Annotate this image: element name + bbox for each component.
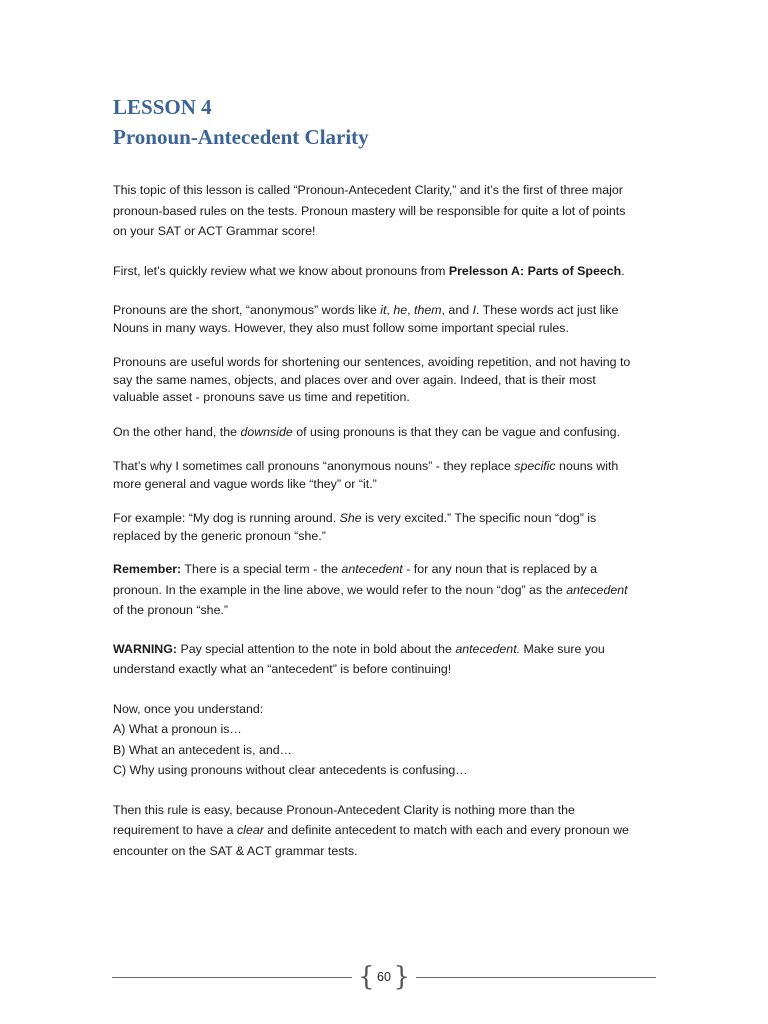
text-run: , bbox=[407, 303, 414, 317]
right-brace-icon: } bbox=[393, 962, 410, 992]
anonymous-words-paragraph bbox=[113, 302, 658, 337]
text-run: Pronouns are useful words for shortening our sentences, avoiding repetition, and not having to bbox=[113, 355, 631, 369]
lesson-title: Pronoun-Antecedent Clarity bbox=[113, 125, 369, 149]
example-word-he: he bbox=[393, 303, 408, 317]
remember-paragraph bbox=[113, 559, 658, 621]
text-run: There is a special term - the bbox=[181, 562, 342, 576]
text-run: of the pronoun “she.” bbox=[113, 603, 229, 617]
example-paragraph bbox=[113, 510, 658, 545]
emphasis: downside bbox=[240, 424, 293, 439]
remember-label: Remember: bbox=[113, 562, 182, 576]
text-run: - for any noun that is replaced by a bbox=[402, 562, 597, 576]
warning-paragraph bbox=[113, 639, 658, 680]
review-paragraph bbox=[113, 263, 658, 281]
warning-label: WARNING: bbox=[113, 641, 178, 656]
text-run: pronoun. In the example in the line above, we would refer to the noun “dog” as the bbox=[113, 582, 567, 597]
emphasis: She bbox=[339, 511, 362, 525]
list-item: B) What an antecedent is, and… bbox=[113, 742, 293, 757]
text-run: nouns with bbox=[555, 459, 619, 473]
example-word-them: them bbox=[414, 303, 442, 317]
text-run: and definite antecedent to match with each and every pronoun we bbox=[263, 823, 629, 837]
review-text: First, let’s quickly review what we know about pronouns from bbox=[113, 263, 449, 278]
intro-line-3: on your SAT or ACT Grammar score! bbox=[113, 224, 316, 238]
text-run: encounter on the SAT & ACT grammar tests. bbox=[113, 843, 358, 858]
text-run: say the same names, objects, and places over and over again. Indeed, that is their most bbox=[113, 372, 596, 387]
emphasis: antecedent. bbox=[455, 641, 521, 656]
example-word-it: it bbox=[380, 303, 387, 317]
footer-rule-right bbox=[416, 977, 656, 978]
review-period: . bbox=[621, 263, 625, 278]
emphasis: antecedent bbox=[341, 562, 403, 576]
prelesson-reference: Prelesson A: Parts of Speech bbox=[448, 263, 622, 278]
text-run: replaced by the generic pronoun “she.” bbox=[113, 528, 326, 543]
page-footer bbox=[0, 960, 768, 996]
page-content bbox=[113, 92, 658, 861]
text-run: more general and vague words like “they” or “it.” bbox=[113, 476, 377, 491]
intro-paragraph bbox=[113, 180, 658, 242]
lesson-number: LESSON 4 bbox=[113, 95, 212, 119]
checklist-intro: Now, once you understand: bbox=[113, 701, 264, 716]
useful-paragraph bbox=[113, 354, 658, 407]
page-number-box bbox=[358, 962, 410, 992]
emphasis: antecedent bbox=[566, 582, 628, 597]
footer-rule-left bbox=[112, 977, 352, 978]
text-run: Make sure you bbox=[520, 641, 605, 656]
text-run: On the other hand, the bbox=[113, 424, 241, 439]
text-run: , bbox=[386, 303, 394, 317]
left-brace-icon: { bbox=[358, 962, 375, 992]
text-run: Nouns in many ways. However, they also must follow some important special rules. bbox=[113, 320, 569, 335]
example-word-I: I bbox=[472, 303, 477, 317]
list-item: A) What a pronoun is… bbox=[113, 722, 242, 736]
emphasis: specific bbox=[514, 459, 556, 473]
intro-line-2: pronoun-based rules on the tests. Pronoun mastery will be responsible for quite a lot of points bbox=[113, 203, 626, 218]
text-run: of using pronouns is that they can be vague and confusing. bbox=[292, 424, 621, 439]
text-run: Then this rule is easy, because Pronoun-Antecedent Clarity is nothing more than the bbox=[113, 802, 575, 817]
text-run: valuable asset - pronouns save us time and repetition. bbox=[113, 390, 410, 404]
text-run: is very excited.” The specific noun “dog” is bbox=[361, 511, 597, 525]
text-run: For example: “My dog is running around. bbox=[113, 511, 340, 525]
anonymous-nouns-paragraph bbox=[113, 458, 658, 493]
text-run: Pay special attention to the note in bold about the bbox=[177, 641, 456, 656]
page-number: 60 bbox=[377, 970, 391, 984]
text-run: , and bbox=[441, 303, 473, 317]
list-item: C) Why using pronouns without clear antecedents is confusing… bbox=[113, 763, 468, 777]
text-run: requirement to have a bbox=[113, 823, 237, 837]
text-run: That’s why I sometimes call pronouns “anonymous nouns” - they replace bbox=[113, 459, 515, 473]
text-run: Pronouns are the short, “anonymous” words like bbox=[113, 303, 381, 317]
text-run: understand exactly what an “antecedent” is before continuing! bbox=[113, 662, 452, 676]
downside-paragraph bbox=[113, 424, 658, 442]
text-run: . These words act just like bbox=[476, 303, 619, 317]
intro-line-1: This topic of this lesson is called “Pronoun-Antecedent Clarity,” and it’s the first of three major bbox=[113, 183, 623, 197]
emphasis: clear bbox=[236, 823, 264, 837]
conclusion-paragraph bbox=[113, 800, 658, 862]
checklist-paragraph bbox=[113, 699, 658, 781]
